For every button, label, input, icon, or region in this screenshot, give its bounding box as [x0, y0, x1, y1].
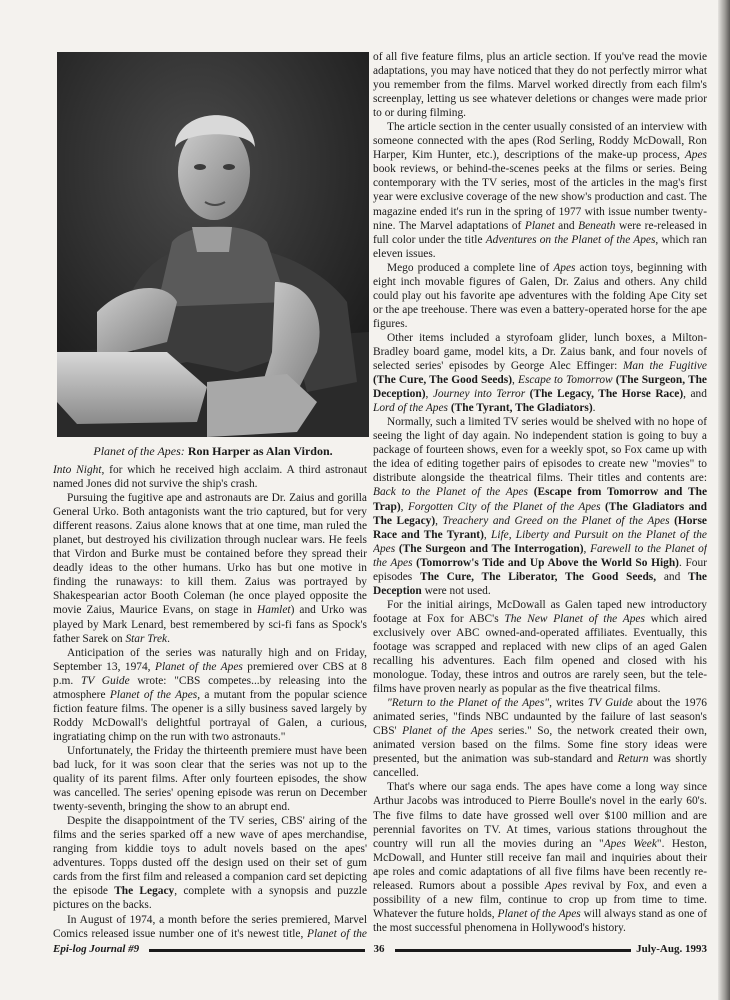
paragraph	[53, 913, 367, 942]
text-run: For the initial airings, McDowall as Galen taped new introductory footage at Fox for ABC's	[373, 598, 707, 625]
paragraph	[373, 598, 707, 696]
text-run: action toys, beginning with eight inch movable figures of Galen, Dr. Zaius and others. Any child could play out his favorite ape adventures with the folding Ape City set or the ape treehouse. There was even a battery-operated horse for the ape figures.	[373, 261, 707, 330]
text-run: Mego produced a complete line of	[387, 261, 554, 274]
text-run: ,	[435, 514, 443, 527]
page-edge-shadow	[718, 0, 730, 1000]
text-run: and	[554, 219, 579, 232]
paragraph	[53, 491, 367, 646]
text-run: Escape to Tomorrow	[517, 374, 613, 387]
text-run: Man the Fugitive	[622, 360, 707, 373]
paragraph	[373, 261, 707, 331]
text-run: .	[592, 402, 596, 415]
text-run: Forgotten City of the Planet of the Apes	[407, 500, 601, 513]
text-run: . Four episodes	[373, 556, 707, 583]
text-run: Planet of the Apes	[497, 907, 581, 920]
text-run: revival by Fox, and even a possibility of a new film, continue to crop up from time to time. Whatever the future holds,	[373, 879, 707, 920]
paragraph	[53, 463, 367, 491]
text-run: Despite the disappointment of the TV series, CBS' airing of the films and the series sparked off a new wave of apes merchandise, ranging from kiddie toys to adult novels based on the apes' adventures. Topps dusted off the design used on their set of gum cards from the first film and released a companion card set depicting the episode	[53, 815, 367, 898]
text-run: series." So, the network created their own, animated version based on the films. Some fine story ideas were presented, but the animation was sub-standard and	[373, 725, 707, 766]
right-text-column	[373, 50, 707, 942]
text-run: about the 1976 animated series, "finds NBC undaunted by the failure of last season's CBS'	[373, 697, 707, 738]
text-run: ,	[483, 528, 491, 541]
page-number: 36	[373, 943, 385, 955]
text-run: That's where our saga ends. The apes have come a long way since Arthur Jacobs was introduced to Pierre Boulle's novel in the early 60's. The five films to date have grossed well over $100 million and are perennial favorites on TV. At times, various stations throughout the country will run all the movies during an "	[373, 781, 707, 850]
text-run: Star Trek	[125, 632, 168, 645]
footer-rule-right	[395, 949, 631, 952]
text-run: Into Night	[53, 464, 102, 476]
text-run: The Cure, The Liberator, The Good Seeds,	[419, 570, 657, 583]
page-footer	[53, 943, 707, 959]
text-run: (The Cure, The Good Seeds)	[373, 374, 512, 387]
text-run: (The Surgeon and The Interrogation)	[398, 542, 584, 555]
text-run: (The Gladiators and The Legacy)	[373, 500, 707, 527]
text-run: , for which he received high acclaim. A third astronaut named Jones did not survive the ship's crash.	[53, 464, 367, 491]
text-run: .	[167, 632, 170, 645]
text-run: , and	[683, 388, 707, 401]
text-run: In August of 1974, a month before the series premiered, Marvel Comics released issue number one of it's newest title,	[53, 913, 367, 940]
text-run: Beneath	[578, 219, 616, 232]
left-text-column	[53, 463, 367, 941]
text-run: ". Heston, McDowall, and Hunter still receive fan mail and inquiries about their ape roles and comic adaptations of all five films have been recently re-released. Rumors about a possible	[373, 837, 707, 892]
text-run: Anticipation of the series was naturally high and on Friday, September 13, 1974,	[53, 646, 367, 673]
text-run: Return	[617, 753, 649, 766]
text-run: , writes	[549, 697, 588, 710]
paragraph	[373, 780, 707, 935]
paragraph	[53, 744, 367, 814]
paragraph	[53, 814, 367, 912]
caption-credit: Ron Harper as Alan Virdon.	[187, 444, 333, 458]
text-run: ,	[583, 542, 591, 555]
text-run: Pursuing the fugitive ape and astronauts are Dr. Zaius and gorilla General Urko. Both antagonists want the trio captured, but for very different reasons. Zaius alone knows that at one time, man ruled the planet, but destroyed his civilization through nuclear wars. He feels that Virdon and Burke must be contained before they spread their deadly ideas to the other humans. Urko has but one motive in finding the runaways: to kill them. Zaius was portrayed by Shakespearian actor Booth Coleman (he once played opposite the movie Zaius, Maurice Evans, on stage in	[53, 492, 367, 617]
text-run: were re-released in full color under the title	[373, 219, 707, 246]
paragraph	[373, 331, 707, 415]
text-run: was shortly cancelled.	[373, 753, 707, 780]
text-run: "Return to the Planet of the Apes"	[387, 697, 550, 710]
text-run: Other items included a styrofoam glider, lunch boxes, a Milton-Bradley board game, model kits, a Dr. Zaius bank, and four novels of selected series' episodes by George Alec Effinger:	[373, 331, 707, 373]
text-run: TV Guide	[80, 674, 130, 687]
text-run: The Deception	[373, 570, 707, 597]
paragraph	[53, 646, 367, 744]
text-run: Lord of the Apes	[373, 402, 448, 415]
text-run: will always stand as one of the most successful phenomena in Hollywood's history.	[373, 907, 707, 934]
text-run: Apes	[684, 149, 707, 162]
text-run: The New Planet of the Apes	[504, 612, 645, 625]
text-run: ) and Urko was played by Mark Lenard, best remembered by sci-fi fans as Spock's father Sarek on	[53, 604, 367, 645]
text-run: (Escape from Tomorrow and The Trap)	[373, 486, 707, 513]
text-run: ,	[512, 374, 518, 387]
text-run: and	[656, 570, 688, 583]
text-run: Planet of the Apes	[402, 725, 493, 738]
text-run: The Legacy	[114, 885, 175, 898]
paragraph	[373, 50, 707, 120]
text-run: of all five feature films, plus an article section. If you've read the movie adaptations, you may have noticed that they do not perfectly mirror what you remember from the films. Marvel worked directly from each film's screenplay, letting us see whatever deletions or changes were made prior to or during filming.	[373, 51, 707, 120]
journal-name: Epi-log Journal #9	[53, 943, 140, 955]
text-run: premiered over CBS at 8 p.m.	[53, 660, 367, 687]
issue-date: July-Aug. 1993	[636, 943, 707, 955]
text-run: Adventures on the Planet of the Apes	[485, 233, 656, 246]
text-run: ,	[400, 500, 408, 513]
text-run: Life, Liberty and Pursuit on the Planet of the Apes	[373, 528, 707, 555]
caption-title: Planet of the Apes:	[93, 444, 185, 458]
text-run: Planet of the	[307, 927, 367, 940]
text-run: Apes	[553, 261, 576, 274]
photo-caption	[57, 444, 369, 459]
text-run: The article section in the center usually consisted of an interview with someone connected with the apes (Rod Serling, Roddy McDowall, Ron Harper, Kim Hunter, etc.), descriptions of the make-up process,	[373, 121, 707, 162]
paragraph	[373, 120, 707, 260]
text-run: Apes Week	[603, 837, 657, 850]
text-run: Farewell to the Planet of the Apes	[373, 542, 707, 569]
text-run: Hamlet	[257, 604, 291, 617]
text-run: TV Guide	[587, 697, 633, 710]
paragraph	[373, 696, 707, 780]
text-run: wrote: "CBS competes...by releasing into the atmosphere	[53, 674, 367, 701]
text-run: (The Surgeon, The Deception)	[373, 374, 707, 401]
text-run: , which ran eleven issues.	[373, 233, 707, 260]
text-run: Planet of the Apes	[109, 688, 198, 701]
text-run: , complete with a synopsis and puzzle pictures on the backs.	[53, 885, 367, 912]
text-run: (The Tyrant, The Gladiators)	[450, 402, 593, 415]
text-run: Planet of the Apes	[154, 660, 243, 673]
text-run: (Horse Race and The Tyrant)	[373, 514, 707, 541]
text-run: Treachery and Greed on the Planet of the Apes	[442, 514, 670, 527]
text-run: Journey into Terror	[432, 388, 526, 401]
actor-photo	[57, 52, 369, 437]
text-run: book reviews, or behind-the-scenes peeks at the films or series. Being contemporary with the TV series, most of the articles in the mag's first year were exclusive coverage of the new show's production and cast. The magazine ended it's run in the spring of 1977 with issue number twenty-nine. The Marvel adaptations of	[373, 163, 707, 232]
text-run: (Tomorrow's Tide and Up Above the World So High)	[416, 556, 679, 569]
footer-rule-left	[149, 949, 365, 952]
text-run: Back to the Planet of the Apes	[373, 486, 528, 499]
text-run: Planet	[524, 219, 555, 232]
text-run: were not used.	[421, 584, 491, 597]
text-run: Normally, such a limited TV series would be shelved with no hope of seeing the light of day again. No independent station is going to buy a package of fourteen shows, even for a weekly spot, so Fox came up with the idea of editing together pairs of episodes to create new "movies" to distribute alongside the theatrical films. Their titles and contents are:	[373, 416, 707, 485]
text-run: , a mutant from the popular science fiction feature films. The opener is a silly business saved largely by Roddy McDowall's delightful portrayal of Galen, a curious, ingratiating chimp on the run with two astronauts."	[53, 688, 367, 743]
paragraph	[373, 415, 707, 598]
text-run: ,	[425, 388, 433, 401]
text-run: Apes	[544, 879, 567, 892]
text-run: (The Legacy, The Horse Race)	[529, 388, 684, 401]
text-run: which aired exclusively over ABC owned-and-operated affiliates. Eventually, this footage was scrapped and replaced with new clips of an aged Galen recalling his adventures. Each film opened and closed with his monologue. Today, these intros and outros are rarely seen, but the tele-films have proven nearly as popular as the five theatrical films.	[373, 612, 707, 696]
text-run: Unfortunately, the Friday the thirteenth premiere must have been bad luck, for it was soon clear that the series was not up to the quality of its parent films. After only fourteen episodes, the show was cancelled. The series' opening episode was rerun on December twenty-seventh, bringing the show to an abrupt end.	[53, 744, 367, 814]
